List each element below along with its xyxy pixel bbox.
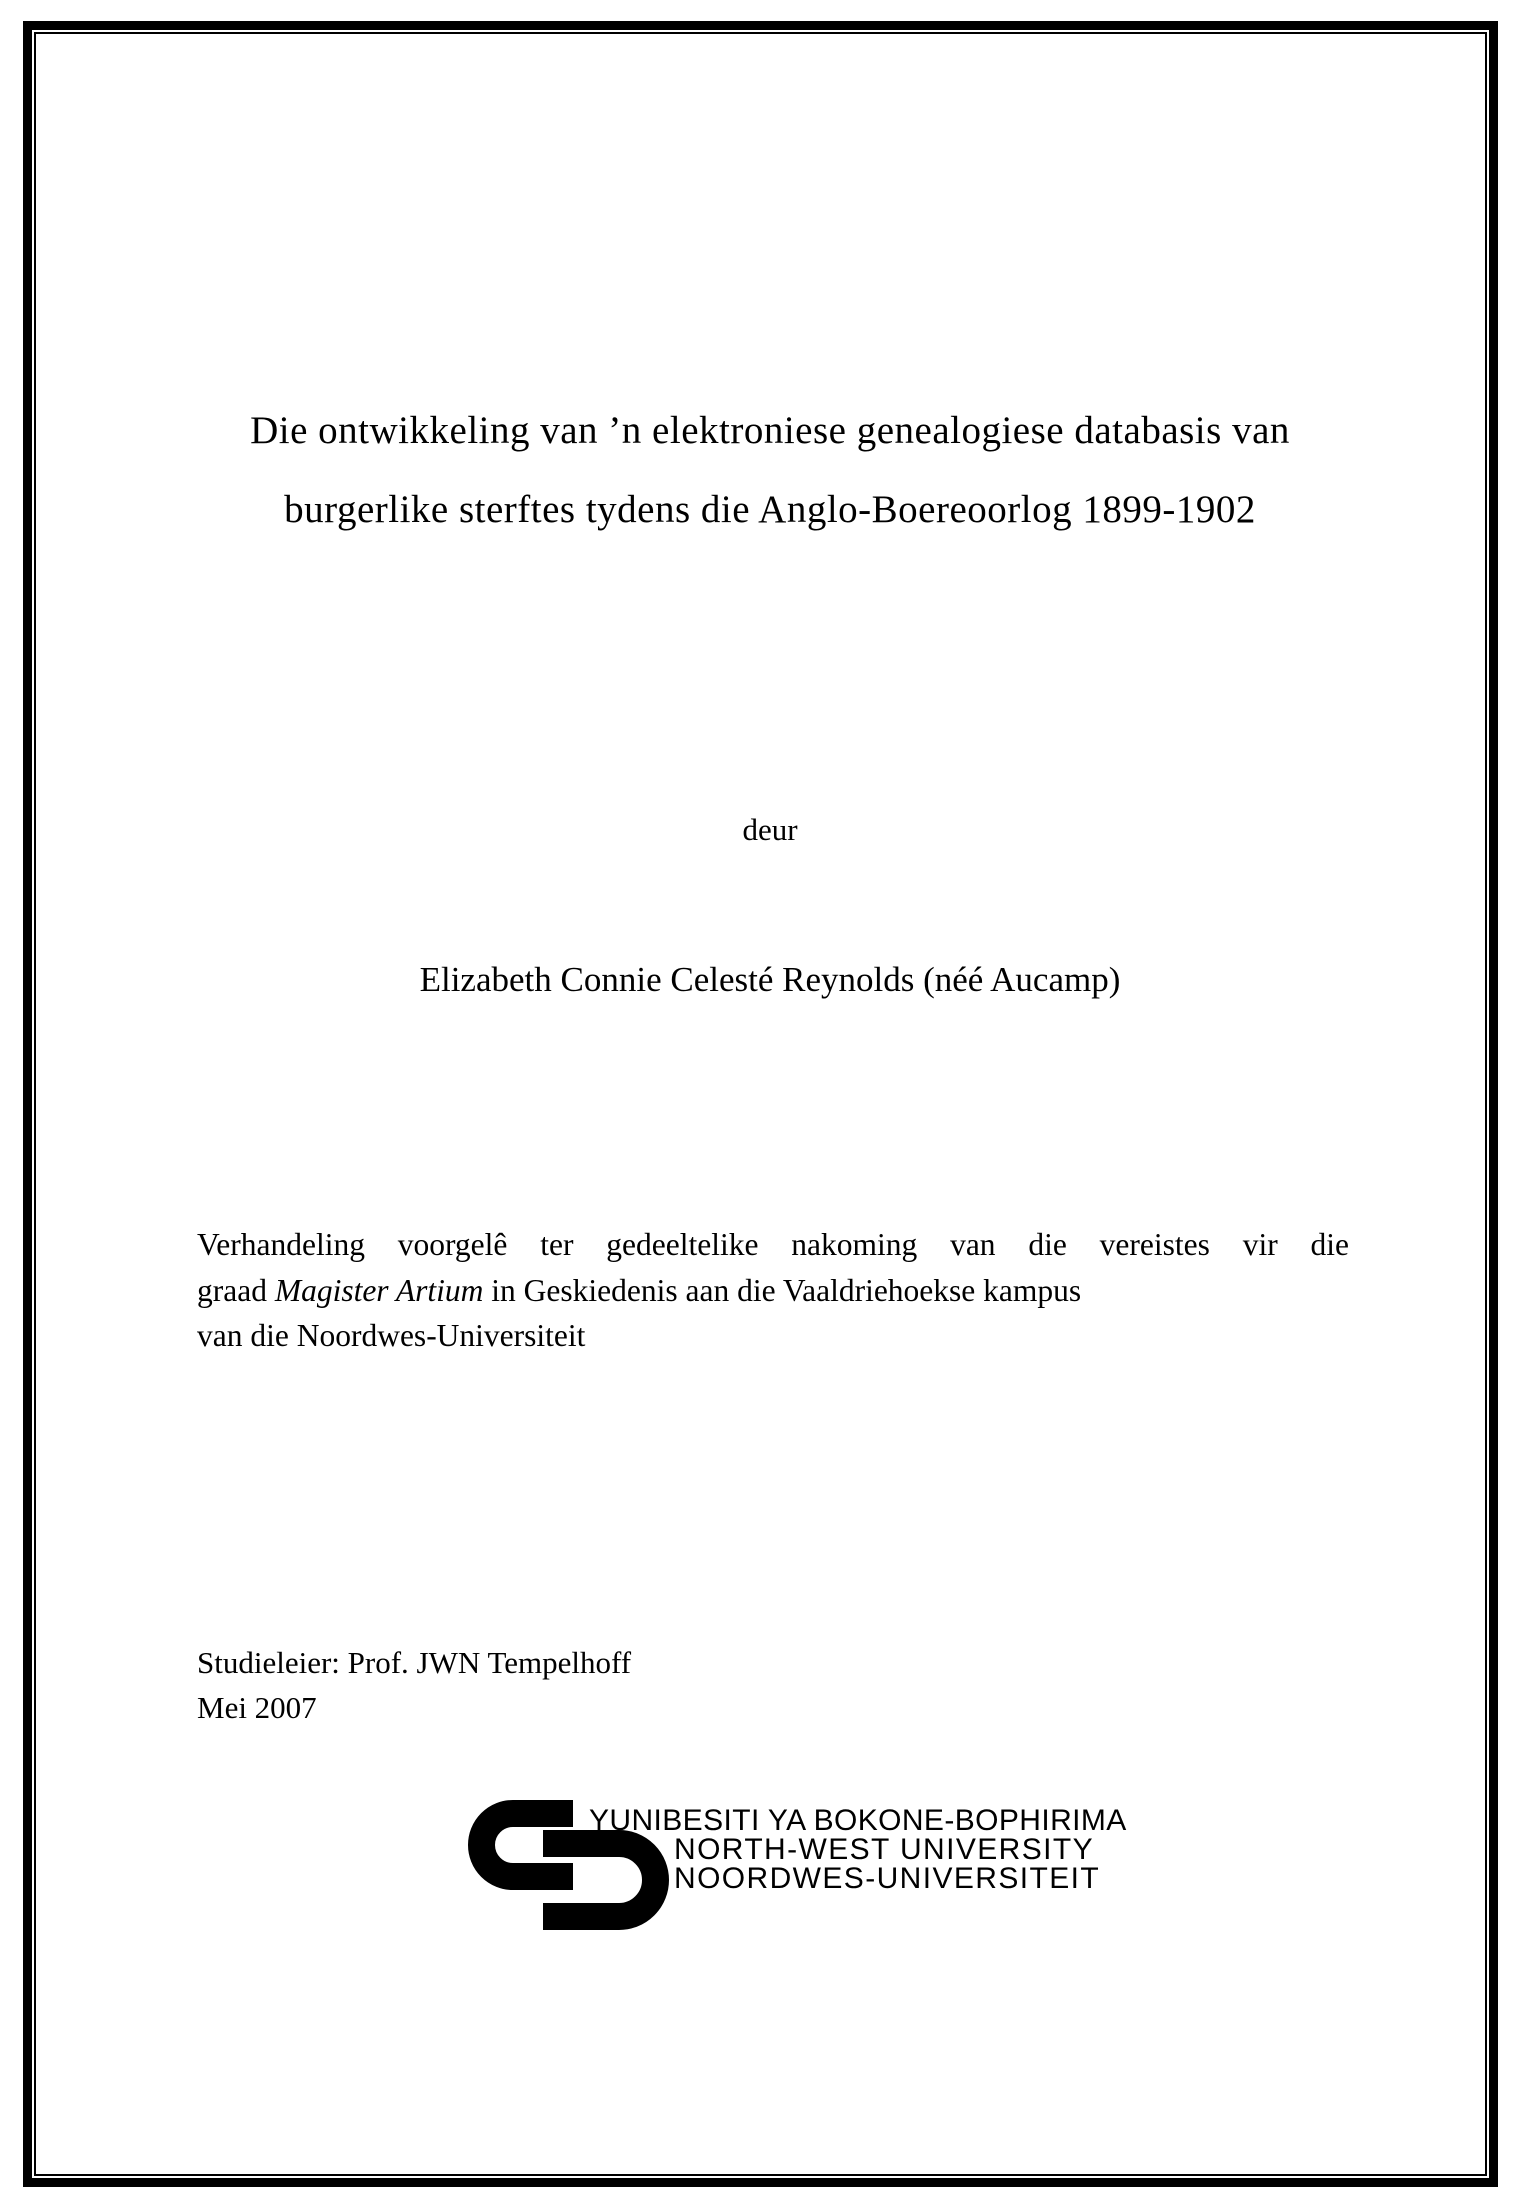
thesis-title: [50, 391, 1490, 549]
statement-line-2-prefix: graad: [197, 1272, 275, 1308]
supervisor-line: Studieleier: Prof. JWN Tempelhoff: [197, 1645, 632, 1680]
logo-text-english: NORTH-WEST UNIVERSITY: [674, 1833, 1094, 1866]
university-logo-text: [589, 1806, 1127, 1893]
author-name: Elizabeth Connie Celesté Reynolds (néé Aucamp): [419, 960, 1121, 999]
logo-text-afrikaans: NOORDWES-UNIVERSITEIT: [674, 1862, 1101, 1895]
title-line-1: Die ontwikkeling van ’n elektroniese genealogiese databasis van: [250, 409, 1290, 452]
date-line: Mei 2007: [197, 1690, 317, 1725]
degree-statement: [197, 1222, 1349, 1359]
logo-text-setswana: YUNIBESITI YA BOKONE-BOPHIRIMA: [589, 1804, 1127, 1837]
statement-line-3: van die Noordwes-Universiteit: [197, 1318, 586, 1353]
university-logo: [461, 1800, 1127, 1940]
degree-name-italic: Magister Artium: [274, 1272, 484, 1308]
statement-line-1: Verhandeling voorgelê ter gedeeltelike nakoming van die vereistes vir die: [197, 1227, 1349, 1262]
title-line-2: burgerlike sterftes tydens die Anglo-Boereoorlog 1899-1902: [284, 488, 1256, 531]
byline-label: deur: [742, 812, 798, 847]
supervisor-block: [197, 1640, 631, 1730]
statement-line-2-suffix: in Geskiedenis aan die Vaaldriehoekse kampus: [483, 1272, 1082, 1308]
statement-line-2: [197, 1268, 1349, 1314]
